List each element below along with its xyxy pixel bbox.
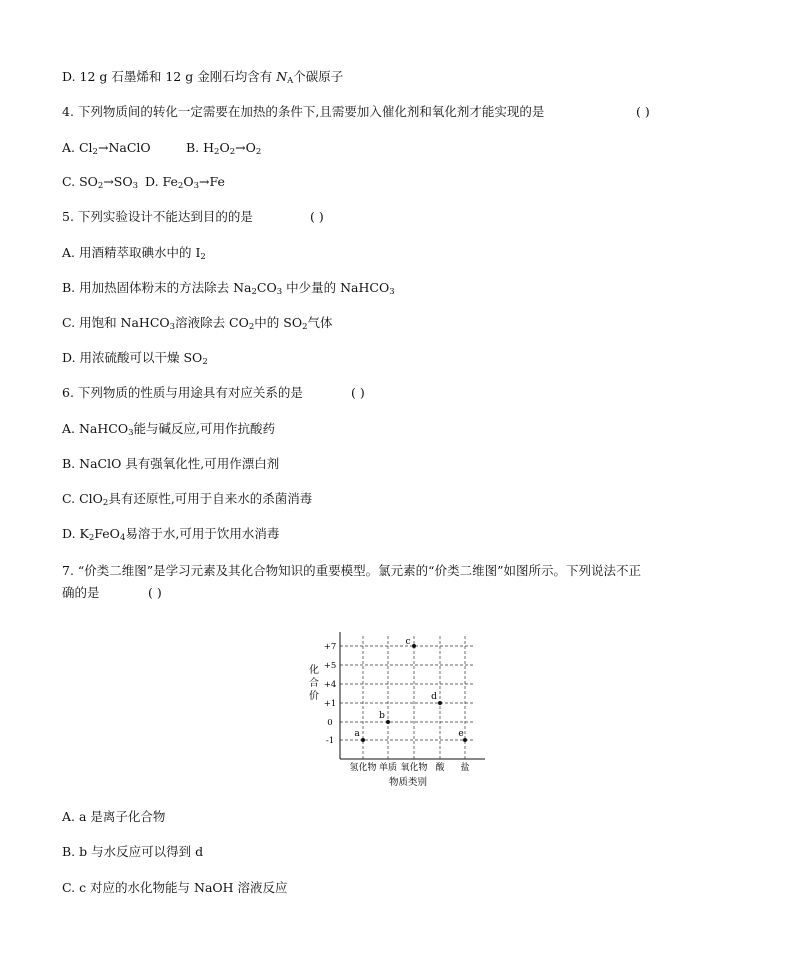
data-point-label-c: c <box>405 637 411 647</box>
chart-y-ticks <box>324 642 337 746</box>
avogadro-subscript: A <box>287 76 294 86</box>
data-point-d <box>438 701 442 705</box>
q6-option-d: D. $K_2FeO_4$易溶于水,可用于饮用水消毒 <box>62 526 280 543</box>
avogadro-symbol: N <box>276 69 288 84</box>
q4-option-d: D. $Fe_2O_3\to Fe$ <box>145 174 225 191</box>
q5-stem: 5. 下列实验设计不能达到目的的是 <box>62 209 253 224</box>
x-tick-label: 氢化物 <box>349 763 377 773</box>
q4-answer-paren: ( ) <box>636 104 650 119</box>
q5-answer-paren: ( ) <box>310 209 324 224</box>
q7-option-b: B. b 与水反应可以得到 d <box>62 844 204 859</box>
q7-option-c: C. c 对应的水化物能与 NaOH 溶液反应 <box>62 880 288 895</box>
y-axis-label-char: 合 <box>309 678 319 689</box>
y-tick-label: +1 <box>323 699 337 709</box>
y-tick-label: +5 <box>323 661 337 671</box>
x-tick-label: 氧化物 <box>400 763 428 773</box>
q7-answer-paren: ( ) <box>148 585 162 600</box>
q4-option-a: A. $Cl_2\to NaClO$ <box>62 140 151 157</box>
data-point-c <box>412 644 416 648</box>
q7-stem-line2: 确的是 <box>62 585 100 600</box>
data-point-label-d: d <box>431 692 437 702</box>
data-point-label-b: b <box>379 711 385 721</box>
valence-class-chart <box>300 628 500 793</box>
chart-points <box>354 637 467 742</box>
q6-answer-paren: ( ) <box>351 385 365 400</box>
chart-ylabel <box>309 663 319 702</box>
chart-xlabel: 物质类别 <box>388 777 428 788</box>
q4-option-c: C. $SO_2\to SO_3$ <box>62 174 139 191</box>
x-tick-label: 酸 <box>435 763 445 773</box>
data-point-label-e: e <box>458 729 464 739</box>
q7-stem-line1: 7. “价类二维图”是学习元素及其化合物知识的重要模型。氯元素的“价类二维图”如图所示。下列说法不正 <box>62 563 641 578</box>
q3-option-d-text2: 个碳原子 <box>293 69 344 84</box>
q6-option-a: A. NaHCO$_3$能与碱反应,可用作抗酸药 <box>62 421 275 438</box>
data-point-b <box>386 720 390 724</box>
y-axis-label-char: 价 <box>309 691 319 702</box>
y-tick-label: +4 <box>323 680 337 690</box>
chart-x-ticks <box>349 761 469 773</box>
q6-stem: 6. 下列物质的性质与用途具有对应关系的是 <box>62 385 303 400</box>
q3-option-d <box>62 68 343 86</box>
y-tick-label: +7 <box>323 642 337 652</box>
q7-option-a: A. a 是离子化合物 <box>62 809 166 824</box>
q4-stem: 4. 下列物质间的转化一定需要在加热的条件下,且需要加入催化剂和氧化剂才能实现的是 <box>62 104 545 119</box>
y-axis-label-char: 化 <box>309 665 319 676</box>
q4-option-b: B. $H_2O_2\to O_2$ <box>186 140 262 157</box>
q6-option-b: B. NaClO 具有强氧化性,可用作漂白剂 <box>62 456 280 471</box>
x-tick-label: 单质 <box>378 763 398 773</box>
q5-option-c: C. 用饱和 NaHCO$_3$溶液除去 $CO_2$中的 $SO_2$气体 <box>62 315 333 332</box>
y-tick-label: -1 <box>325 736 335 746</box>
q6-option-c: C. ClO$_2$具有还原性,可用于自来水的杀菌消毒 <box>62 491 313 508</box>
x-tick-label: 盐 <box>460 763 470 773</box>
data-point-a <box>361 738 365 742</box>
y-tick-label: 0 <box>327 718 333 728</box>
q5-option-a: A. 用酒精萃取碘水中的 $I_2$ <box>62 245 206 262</box>
q3-option-d-text1: D. 12 g 石墨烯和 12 g 金刚石均含有 <box>62 69 277 84</box>
q5-option-d: D. 用浓硫酸可以干燥 $SO_2$ <box>62 350 208 367</box>
data-point-label-a: a <box>354 729 360 739</box>
chart-grid <box>340 636 475 759</box>
q5-option-b: B. 用加热固体粉末的方法除去 $Na_2CO_3$ 中少量的 NaHCO$_3$ <box>62 280 395 297</box>
